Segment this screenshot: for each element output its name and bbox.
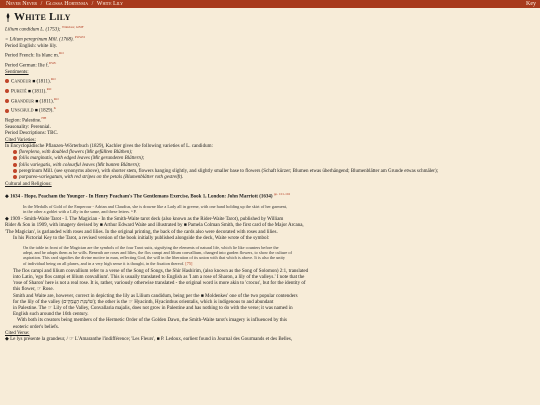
page-title: White Lily	[14, 10, 71, 23]
variety-item: foliis marginatis, with edged leaves (Mit gerandeten Blättern);	[5, 156, 535, 162]
cited-verse-heading: Cited Verse:	[5, 330, 30, 336]
quote-line: adept, and he adapts them as he wills. Beneath are roses and lilies, the flos campi and lilium convallium, changed into garden flowers, to show the culture of	[23, 250, 292, 256]
sentiment-dot-icon	[5, 109, 9, 113]
period-german: Period German: Ilie f.$^{DWb}$	[5, 60, 57, 69]
paragraph-line: Smith and Waite are, however, correct in depicting the lily as Lilium candidum, being per the ■ Moldenkes' one of the two popular contenders	[13, 293, 298, 299]
paragraph-line: esoteric order's beliefs.	[13, 324, 60, 330]
variety-item: peregrinum Mill. (see synonyms above), with shorter stem, flowers hanging slightly, and slightly smaller base to flowers (Schaft kürzer; Blumen etwas überhängend; Blumenblätter am Grunde etwas schmäler);	[5, 169, 535, 175]
paragraph-line: English such around the 16th century.	[13, 312, 89, 318]
quote-line: of individual being on all planes, and in a very high sense it is thought, in the fixation thereof. [75]	[23, 260, 193, 266]
breadcrumb-white-lily: White Lily	[96, 1, 123, 7]
breadcrumb-separator: /	[91, 1, 94, 7]
entry-page	[5, 10, 535, 404]
sentiment-dot-icon	[5, 89, 9, 93]
variety-item: florepleno, with doubled flowers (Mit gefüllten Blüthen);	[5, 150, 535, 156]
period-french: Period French: lis blanc m.$^{RO}$	[5, 50, 64, 59]
sentiment-item: Grandeur ■ (1811).$^{RO}$	[5, 96, 535, 106]
varieties-intro: In Encyclopädische Pflanzen-Wörterbuch (1829), Kachler gives the following varieties of L. candidum:	[5, 143, 213, 149]
lily-icon	[5, 13, 11, 22]
variety-item: foliis variegatis, with colourful leaves (Mit bunten Blättern);	[5, 163, 535, 169]
top-navigation-bar	[0, 0, 540, 8]
title-row	[5, 10, 535, 24]
cited-varieties-heading: Cited Varieties:	[5, 137, 36, 143]
paragraph-line: this flower, ☞ Rose.	[13, 287, 54, 293]
breadcrumb-separator: /	[40, 1, 43, 7]
quote-line: in the other a goblet with a Lilly in the same, and these letters. ⁿ P.	[23, 208, 137, 214]
powo-link[interactable]: POWO	[75, 34, 85, 39]
paragraph-line: in Palestine. The ☞ Lily of the Valley, Convallaria majalis, does not grow in Palestine and has nothing to do with the verse; it was named in	[13, 305, 293, 311]
region: Region: Palestine.$^{HH}$	[5, 116, 47, 124]
breadcrumb	[6, 0, 125, 8]
sentiment-dot-icon	[5, 99, 9, 103]
quote-line: aspiration. This card signifies the divine motive in man, reflecting God, the will in the liberation of its union with that which is above. It is also the unity	[23, 255, 285, 261]
sentiments-heading: Sentiments:	[5, 69, 29, 75]
seasonality: Seasonality: Perennial.	[5, 125, 51, 131]
cultural-heading: Cultural and Religious:	[5, 181, 52, 187]
citation-1909: ◆ 1909 - Smith-Waite Tarot - I. The Magician - In the Smith-Waite tarot deck (also known as the Rider-Waite Tarot), published by William	[5, 217, 284, 223]
period-english: Period English: white lily.	[5, 43, 58, 49]
variety-item: purpureo-variegatum, with red stripes on the petals (Blumenblätter roth gestreift).	[5, 175, 535, 181]
quote-line: On the table in front of the Magician are the symbols of the four Tarot suits, signifying the elements of natural life, which lie like counters before the	[23, 244, 279, 250]
citation-1909-line: In his Pictorial Key to the Tarot, a revised version of the book initially published alongside the deck, Waite wrote of the symbol:	[13, 235, 270, 241]
breadcrumb-glossa-hortensia[interactable]: Glossa Hortensia	[45, 1, 89, 7]
key-link[interactable]: Key	[526, 1, 536, 7]
paragraph-line: With both its creators being members of the Hermetic Order of the Golden Dawn, the Smith-Waite tarot's imagery is influenced by this	[17, 318, 287, 324]
sentiment-item: Pureté ■ (1811).$^{RO}$	[5, 86, 535, 96]
paragraph-line: into Latin, 'ego flos campi et lilium convallium'. This is usually translated to English as 'I am a rose of Sharon, a lily of the valleys.' I note that the	[13, 274, 305, 280]
period-descriptions: Period Descriptions: TBC.	[5, 131, 59, 137]
sentiment-item: Candeur ■ (1811).$^{RO}$	[5, 76, 535, 86]
scientific-name: Lilium candidum L. (1753); $^{Wikidata; GBIF}$	[5, 25, 84, 33]
citation-1909-line: Rider & Son in 1909, with imagery devised by ■ Arthur Edward Waite and illustrated by ■ Pamela Colman Smith, the first card of the Major Arcana,	[5, 223, 304, 229]
paragraph-line: The flos campi and lilium convallium refer to a verse of the Song of Songs, the Shir Hashirim, (also known as the Song of Solomon) 2:1, translated	[13, 268, 309, 274]
paragraph-line: for the lily of the valley (שׁוֹשַׁנַּת הָעֲמָקִים); the other is the ☞ Hyacinth, Hyacinthus orientalis, which is indigenous to and abundant	[13, 299, 274, 305]
sentiment-dot-icon	[5, 79, 9, 83]
citation-1634: ◆ 1634 - Hope, Peacham the Younger - In Henry Peacham's The Gentlemans Exercise, Book 1, London: John Marriott (1634) $^{pp. 101-102}$	[5, 191, 291, 200]
wikidata-link[interactable]: Wikidata; GBIF	[61, 25, 84, 29]
sentiment-item: Unschuld ■ (1829).$^K$	[5, 105, 535, 115]
synonym-name: = Lilium peregrinum Mill. (1768). $^{POWO}$	[5, 34, 85, 43]
quote-line: In the Medalls of Gold of the Emperour - Adrian and Claudius, she is drawne like a Lady all in greene, with one hand holding up the skirt of her garment,	[23, 203, 288, 209]
verse-line: ◆ Le lys présente la grandeur, / ☞ L'Amaranthe l'indifférence; 'Les Fleurs', ■ P. Ledoux, earliest found in Journal des Gourmands et des Belles,	[5, 337, 293, 342]
citation-1909-line: 'The Magician', is garlanded with roses and lilies. In the original printing, the back of the cards also were decorated with roses and lilies.	[5, 229, 278, 235]
breadcrumb-never-never[interactable]: Never Never	[6, 1, 38, 7]
paragraph-line: 'rose of Sharon' here is not a real rose. It is, rather, variously otherwise translated - the original word is more akin to 'crocus', but for the identity of	[13, 281, 306, 287]
